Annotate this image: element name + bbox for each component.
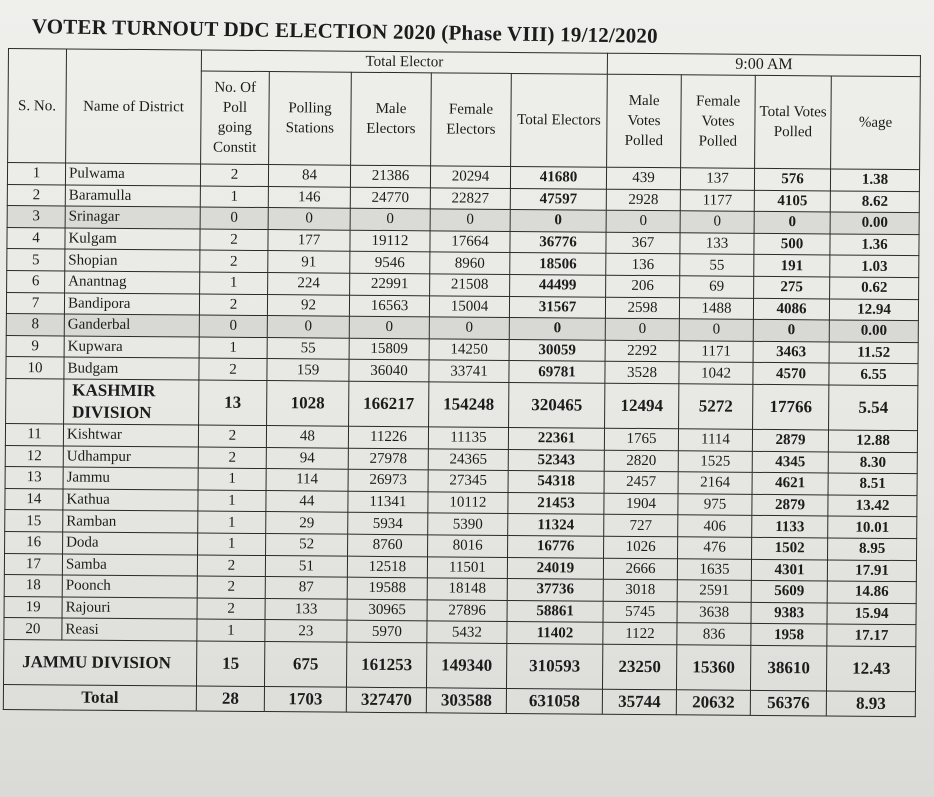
cell-constit: 1 <box>198 533 266 555</box>
cell-female-polled: 2164 <box>678 472 752 494</box>
cell-total-polled: 576 <box>754 168 830 190</box>
cell-sno: 13 <box>5 467 63 489</box>
cell-male-polled: 23250 <box>603 644 677 690</box>
cell-total: 22361 <box>508 427 604 449</box>
cell-total: 24019 <box>507 557 603 579</box>
cell-male: 11341 <box>348 491 428 513</box>
cell-total: 631058 <box>506 688 602 714</box>
cell-stations: 84 <box>268 165 350 187</box>
cell-female: 303588 <box>426 688 506 714</box>
cell-total: 21453 <box>508 492 604 514</box>
cell-total-polled: 4621 <box>752 472 828 494</box>
cell-male: 15809 <box>349 338 429 360</box>
header-total-elector: Total Elector <box>201 50 607 74</box>
cell-total-polled: 5609 <box>751 580 827 602</box>
cell-district: Doda <box>63 532 198 555</box>
header-female-electors: Female Electors <box>431 73 512 167</box>
cell-total: 41680 <box>510 166 606 188</box>
cell-female: 15004 <box>429 295 509 317</box>
cell-total: 52343 <box>508 449 604 471</box>
cell-sno: 15 <box>5 510 63 532</box>
cell-female: 0 <box>430 209 510 231</box>
cell-male-polled: 2292 <box>605 340 679 362</box>
cell-total-polled: 1958 <box>751 624 827 646</box>
cell-sno: 18 <box>4 575 62 597</box>
cell-female-polled: 1171 <box>679 341 753 363</box>
cell-female-polled: 975 <box>678 493 752 515</box>
header-constit: No. Of Poll going Constit <box>201 71 270 165</box>
cell-female-polled: 1177 <box>680 189 754 211</box>
cell-stations: 48 <box>266 425 348 447</box>
cell-female: 14250 <box>429 339 509 361</box>
cell-male: 16563 <box>349 295 429 317</box>
cell-female-polled: 836 <box>677 623 751 645</box>
cell-male: 24770 <box>350 187 430 209</box>
cell-constit: 2 <box>197 576 265 598</box>
cell-sno: 9 <box>6 335 64 357</box>
cell-total-polled: 500 <box>754 233 830 255</box>
cell-stations: 92 <box>267 294 349 316</box>
cell-male-polled: 0 <box>605 318 679 340</box>
cell-constit: 1 <box>198 511 266 533</box>
cell-constit: 2 <box>198 447 266 469</box>
cell-district: Udhampur <box>63 445 198 468</box>
cell-male-polled: 3528 <box>605 362 679 384</box>
cell-total-polled: 275 <box>754 276 830 298</box>
cell-male: 161253 <box>346 642 426 688</box>
cell-male: 5934 <box>348 512 428 534</box>
cell-male-polled: 1026 <box>604 536 678 558</box>
cell-male-polled: 35744 <box>602 689 676 715</box>
cell-female-polled: 2591 <box>677 580 751 602</box>
turnout-table-wrapper <box>3 48 924 717</box>
cell-total: 47597 <box>510 188 606 210</box>
cell-constit: 15 <box>196 641 264 687</box>
cell-total-polled: 2879 <box>752 429 828 451</box>
cell-percentage: 8.51 <box>828 473 917 495</box>
cell-percentage: 8.30 <box>828 451 917 473</box>
cell-stations: 133 <box>265 598 347 620</box>
cell-female: 5432 <box>427 621 507 643</box>
header-sno: S. No. <box>8 49 67 163</box>
cell-percentage: 5.54 <box>829 385 918 431</box>
cell-percentage: 12.43 <box>827 646 916 692</box>
header-stations: Polling Stations <box>269 72 352 166</box>
cell-stations: 52 <box>266 533 348 555</box>
cell-stations: 114 <box>266 469 348 491</box>
cell-female-polled: 1114 <box>678 429 752 451</box>
cell-constit: 0 <box>199 315 267 337</box>
cell-female-polled: 3638 <box>677 601 751 623</box>
cell-stations: 1703 <box>264 686 346 712</box>
cell-district: Kathua <box>63 489 198 512</box>
cell-female: 149340 <box>426 643 506 689</box>
cell-female: 27896 <box>427 599 507 621</box>
cell-percentage: 14.86 <box>827 581 916 603</box>
cell-female: 154248 <box>429 382 509 428</box>
cell-total-polled: 4345 <box>752 451 828 473</box>
cell-male-polled: 2666 <box>603 558 677 580</box>
cell-male-polled: 1904 <box>604 493 678 515</box>
cell-female: 11135 <box>428 427 508 449</box>
cell-total-polled: 2879 <box>752 494 828 516</box>
header-percentage: %age <box>831 76 921 170</box>
cell-female-polled: 476 <box>678 537 752 559</box>
cell-female: 24365 <box>428 448 508 470</box>
cell-female: 22827 <box>430 187 510 209</box>
cell-male: 8760 <box>348 534 428 556</box>
cell-stations: 23 <box>265 620 347 642</box>
cell-male-polled: 136 <box>606 254 680 276</box>
cell-female-polled: 5272 <box>679 384 753 430</box>
cell-male-polled: 3018 <box>603 579 677 601</box>
cell-male: 12518 <box>347 556 427 578</box>
cell-sno: 10 <box>6 357 64 379</box>
cell-stations: 87 <box>265 577 347 599</box>
cell-total: 69781 <box>509 361 605 383</box>
cell-stations: 675 <box>264 641 346 687</box>
cell-constit: 2 <box>200 164 268 186</box>
cell-total: 36776 <box>510 231 606 253</box>
cell-total-polled: 0 <box>754 212 830 234</box>
cell-female-polled: 69 <box>680 276 754 298</box>
cell-percentage: 6.55 <box>829 363 918 385</box>
cell-constit: 0 <box>200 207 268 229</box>
cell-constit: 1 <box>199 337 267 359</box>
cell-percentage: 17.91 <box>827 559 916 581</box>
cell-male: 11226 <box>348 426 428 448</box>
cell-stations: 1028 <box>267 380 349 426</box>
cell-district: Ramban <box>63 510 198 533</box>
cell-stations: 0 <box>268 208 350 230</box>
document-title: VOTER TURNOUT DDC ELECTION 2020 (Phase VIII) 19/12/2020 <box>31 14 659 48</box>
cell-female-polled: 0 <box>679 319 753 341</box>
cell-percentage: 13.42 <box>828 495 917 517</box>
cell-male: 5970 <box>347 620 427 642</box>
cell-female-polled: 20632 <box>676 690 750 716</box>
division-name: KASHMIR DIVISION <box>64 379 199 425</box>
cell-stations: 177 <box>268 229 350 251</box>
cell-total-polled: 3463 <box>753 341 829 363</box>
cell-district: Kulgam <box>65 228 200 251</box>
cell-total: 31567 <box>509 296 605 318</box>
cell-total: 18506 <box>510 253 606 275</box>
cell-male: 27978 <box>348 448 428 470</box>
cell-male-polled: 2820 <box>604 450 678 472</box>
cell-constit: 1 <box>198 490 266 512</box>
cell-total: 310593 <box>506 643 602 689</box>
header-female-polled: Female Votes Polled <box>681 75 756 169</box>
total-label: Total <box>3 684 196 711</box>
cell-constit: 1 <box>200 186 268 208</box>
cell-district: Ganderbal <box>64 314 199 337</box>
cell-total: 11324 <box>508 514 604 536</box>
cell-total-polled: 9383 <box>751 602 827 624</box>
cell-male-polled: 2928 <box>606 189 680 211</box>
cell-percentage: 0.00 <box>830 212 919 234</box>
header-male-polled: Male Votes Polled <box>607 74 682 168</box>
cell-percentage: 11.52 <box>829 342 918 364</box>
cell-district: Samba <box>62 553 197 576</box>
cell-male-polled: 206 <box>606 275 680 297</box>
cell-female: 33741 <box>429 360 509 382</box>
cell-constit: 2 <box>199 294 267 316</box>
cell-constit: 2 <box>197 598 265 620</box>
cell-male: 327470 <box>346 687 426 713</box>
jammu-division-row <box>4 639 916 691</box>
cell-percentage: 17.17 <box>827 624 916 646</box>
cell-total: 58861 <box>507 600 603 622</box>
cell-female-polled: 1042 <box>679 362 753 384</box>
cell-constit: 2 <box>199 358 267 380</box>
cell-total-polled: 4301 <box>751 559 827 581</box>
cell-sno: 11 <box>5 423 63 445</box>
cell-male-polled: 2457 <box>604 471 678 493</box>
cell-female-polled: 55 <box>680 254 754 276</box>
cell-district: Jammu <box>63 467 198 490</box>
cell-female-polled: 0 <box>680 211 754 233</box>
cell-district: Anantnag <box>65 271 200 294</box>
cell-percentage: 15.94 <box>827 603 916 625</box>
cell-female: 17664 <box>430 231 510 253</box>
cell-male-polled: 2598 <box>605 297 679 319</box>
cell-percentage: 12.88 <box>828 430 917 452</box>
table-body <box>3 163 919 717</box>
cell-constit: 13 <box>199 380 267 426</box>
cell-female: 18148 <box>427 578 507 600</box>
kashmir-division-row <box>6 378 918 430</box>
cell-male-polled: 1765 <box>604 428 678 450</box>
cell-percentage: 8.93 <box>826 691 915 717</box>
cell-male: 9546 <box>350 252 430 274</box>
cell-female: 20294 <box>430 166 510 188</box>
cell-percentage: 1.36 <box>830 234 919 256</box>
cell-constit: 1 <box>197 619 265 641</box>
cell-male: 30965 <box>347 599 427 621</box>
cell-male: 21386 <box>350 165 430 187</box>
cell-percentage: 1.38 <box>830 169 919 191</box>
cell-sno: 16 <box>5 531 63 553</box>
cell-male: 0 <box>349 316 429 338</box>
cell-total: 16776 <box>508 535 604 557</box>
cell-sno: 8 <box>6 314 64 336</box>
cell-district: Baramulla <box>65 185 200 208</box>
cell-total-polled: 4570 <box>753 363 829 385</box>
cell-female-polled: 406 <box>678 515 752 537</box>
cell-female: 0 <box>429 317 509 339</box>
cell-total: 44499 <box>510 274 606 296</box>
header-time: 9:00 AM <box>607 53 920 76</box>
cell-district: Poonch <box>62 575 197 598</box>
cell-sno: 12 <box>5 445 63 467</box>
cell-total-polled: 17766 <box>753 384 829 430</box>
cell-stations: 146 <box>268 186 350 208</box>
cell-total: 11402 <box>507 622 603 644</box>
cell-male-polled: 0 <box>606 210 680 232</box>
cell-total-polled: 191 <box>754 255 830 277</box>
cell-constit: 2 <box>200 229 268 251</box>
cell-sno: 20 <box>4 618 62 640</box>
cell-female-polled: 1635 <box>677 558 751 580</box>
cell-female: 27345 <box>428 470 508 492</box>
cell-male-polled: 12494 <box>605 383 679 429</box>
cell-female-polled: 1525 <box>678 450 752 472</box>
cell-total-polled: 1502 <box>752 537 828 559</box>
division-name: JAMMU DIVISION <box>4 639 197 686</box>
cell-total: 30059 <box>509 339 605 361</box>
cell-percentage: 0.00 <box>829 320 918 342</box>
cell-male: 166217 <box>349 381 429 427</box>
cell-district: Kupwara <box>64 336 199 359</box>
header-total-polled: Total Votes Polled <box>755 75 832 169</box>
cell-constit: 28 <box>196 686 264 712</box>
header-total-electors: Total Electors <box>511 73 608 167</box>
cell-male: 26973 <box>348 469 428 491</box>
cell-sno: 4 <box>7 227 65 249</box>
cell-district: Reasi <box>62 618 197 641</box>
cell-male: 36040 <box>349 360 429 382</box>
cell-sno: 14 <box>5 488 63 510</box>
cell-female: 10112 <box>428 492 508 514</box>
cell-stations: 55 <box>267 337 349 359</box>
cell-female: 8960 <box>430 252 510 274</box>
cell-total: 0 <box>510 210 606 232</box>
cell-total-polled: 4086 <box>753 298 829 320</box>
cell-stations: 51 <box>265 555 347 577</box>
cell-total: 54318 <box>508 471 604 493</box>
cell-sno: 5 <box>7 249 65 271</box>
cell-male-polled: 5745 <box>603 601 677 623</box>
cell-percentage: 12.94 <box>829 299 918 321</box>
cell-total-polled: 4105 <box>754 190 830 212</box>
cell-district: Rajouri <box>62 597 197 620</box>
cell-male: 19588 <box>347 577 427 599</box>
cell-stations: 94 <box>266 447 348 469</box>
turnout-table <box>3 48 921 717</box>
cell-total-polled: 38610 <box>751 645 827 691</box>
cell-female-polled: 15360 <box>677 645 751 691</box>
cell-total-polled: 56376 <box>750 690 826 716</box>
cell-total: 0 <box>509 318 605 340</box>
header-district: Name of District <box>66 49 202 164</box>
cell-total: 320465 <box>509 382 605 428</box>
header-male-electors: Male Electors <box>351 72 432 166</box>
cell-district: Shopian <box>65 249 200 272</box>
cell-district: Kishtwar <box>63 424 198 447</box>
cell-constit: 2 <box>200 250 268 272</box>
cell-male-polled: 727 <box>604 515 678 537</box>
cell-female: 5390 <box>428 513 508 535</box>
cell-constit: 2 <box>197 555 265 577</box>
cell-male: 19112 <box>350 230 430 252</box>
cell-district: Budgam <box>64 357 199 380</box>
cell-sno: 7 <box>6 292 64 314</box>
cell-male-polled: 439 <box>606 167 680 189</box>
cell-constit: 2 <box>198 425 266 447</box>
cell-percentage: 10.01 <box>828 516 917 538</box>
cell-sno: 6 <box>7 270 65 292</box>
cell-stations: 91 <box>268 251 350 273</box>
cell-stations: 0 <box>267 316 349 338</box>
cell-sno: 2 <box>7 184 65 206</box>
cell-male: 22991 <box>350 273 430 295</box>
cell-stations: 159 <box>267 359 349 381</box>
cell-sno: 1 <box>7 163 65 185</box>
cell-male: 0 <box>350 208 430 230</box>
cell-sno: 19 <box>4 596 62 618</box>
cell-female-polled: 1488 <box>679 297 753 319</box>
cell-constit: 1 <box>198 468 266 490</box>
cell-female: 8016 <box>428 535 508 557</box>
cell-stations: 29 <box>266 512 348 534</box>
cell-total: 37736 <box>507 579 603 601</box>
cell-male-polled: 367 <box>606 232 680 254</box>
cell-female: 11501 <box>427 556 507 578</box>
cell-total-polled: 1133 <box>752 516 828 538</box>
cell-stations: 224 <box>268 273 350 295</box>
cell-constit: 1 <box>200 272 268 294</box>
cell-female-polled: 133 <box>680 233 754 255</box>
cell-district: Srinagar <box>65 206 200 229</box>
cell-male-polled: 1122 <box>603 622 677 644</box>
cell-percentage: 8.95 <box>828 538 917 560</box>
cell-sno-empty <box>6 378 64 423</box>
cell-sno: 17 <box>4 553 62 575</box>
cell-female: 21508 <box>430 274 510 296</box>
cell-percentage: 8.62 <box>830 191 919 213</box>
cell-percentage: 1.03 <box>830 255 919 277</box>
cell-female-polled: 137 <box>680 168 754 190</box>
cell-sno: 3 <box>7 206 65 228</box>
cell-percentage: 0.62 <box>830 277 919 299</box>
cell-district: Pulwama <box>65 163 200 186</box>
cell-stations: 44 <box>266 490 348 512</box>
cell-total-polled: 0 <box>753 320 829 342</box>
cell-district: Bandipora <box>64 293 199 316</box>
